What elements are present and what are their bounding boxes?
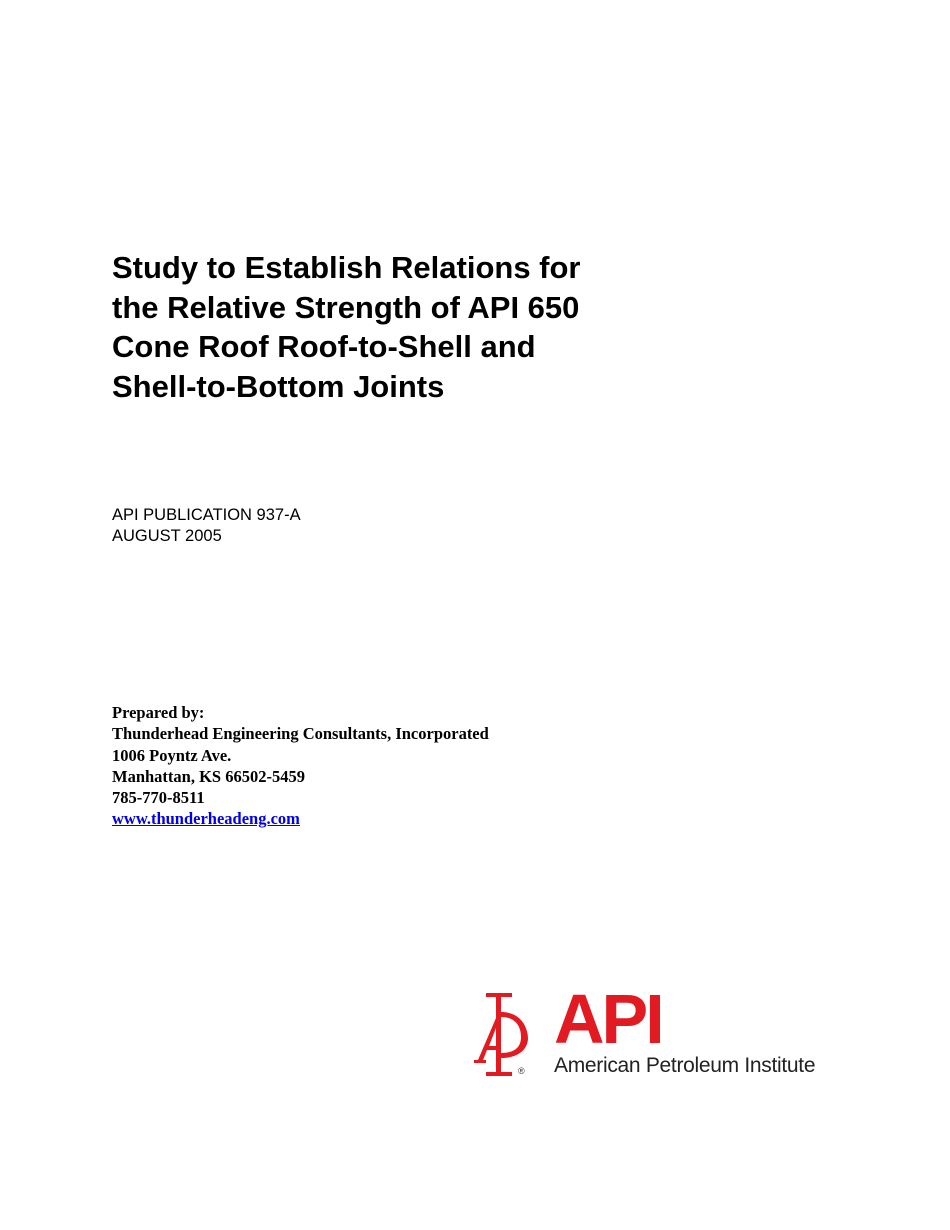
api-wordmark: API [554, 980, 662, 1058]
phone-number: 785-770-8511 [112, 788, 205, 808]
company-name: Thunderhead Engineering Consultants, Incorporated [112, 724, 489, 744]
title-line: Cone Roof Roof-to-Shell and [112, 329, 536, 364]
document-title [112, 248, 581, 406]
prepared-by-label: Prepared by: [112, 703, 205, 722]
title-line: Shell-to-Bottom Joints [112, 368, 445, 404]
title-line: the Relative Strength of API 650 [112, 289, 580, 325]
registered-mark: ® [518, 1066, 525, 1076]
api-logo [472, 980, 852, 1085]
organization-name: American Petroleum Institute [554, 1054, 816, 1077]
website-link[interactable]: www.thunderheadeng.com [112, 809, 300, 829]
street-address: 1006 Poyntz Ave. [112, 745, 232, 765]
publication-number: API PUBLICATION 937-A [112, 506, 301, 524]
prepared-by-block [112, 702, 489, 830]
title-line: Study to Establish Relations for [112, 250, 581, 285]
publication-date: AUGUST 2005 [112, 527, 222, 545]
publication-info [112, 505, 301, 547]
city-address: Manhattan, KS 66502-5459 [112, 766, 305, 786]
